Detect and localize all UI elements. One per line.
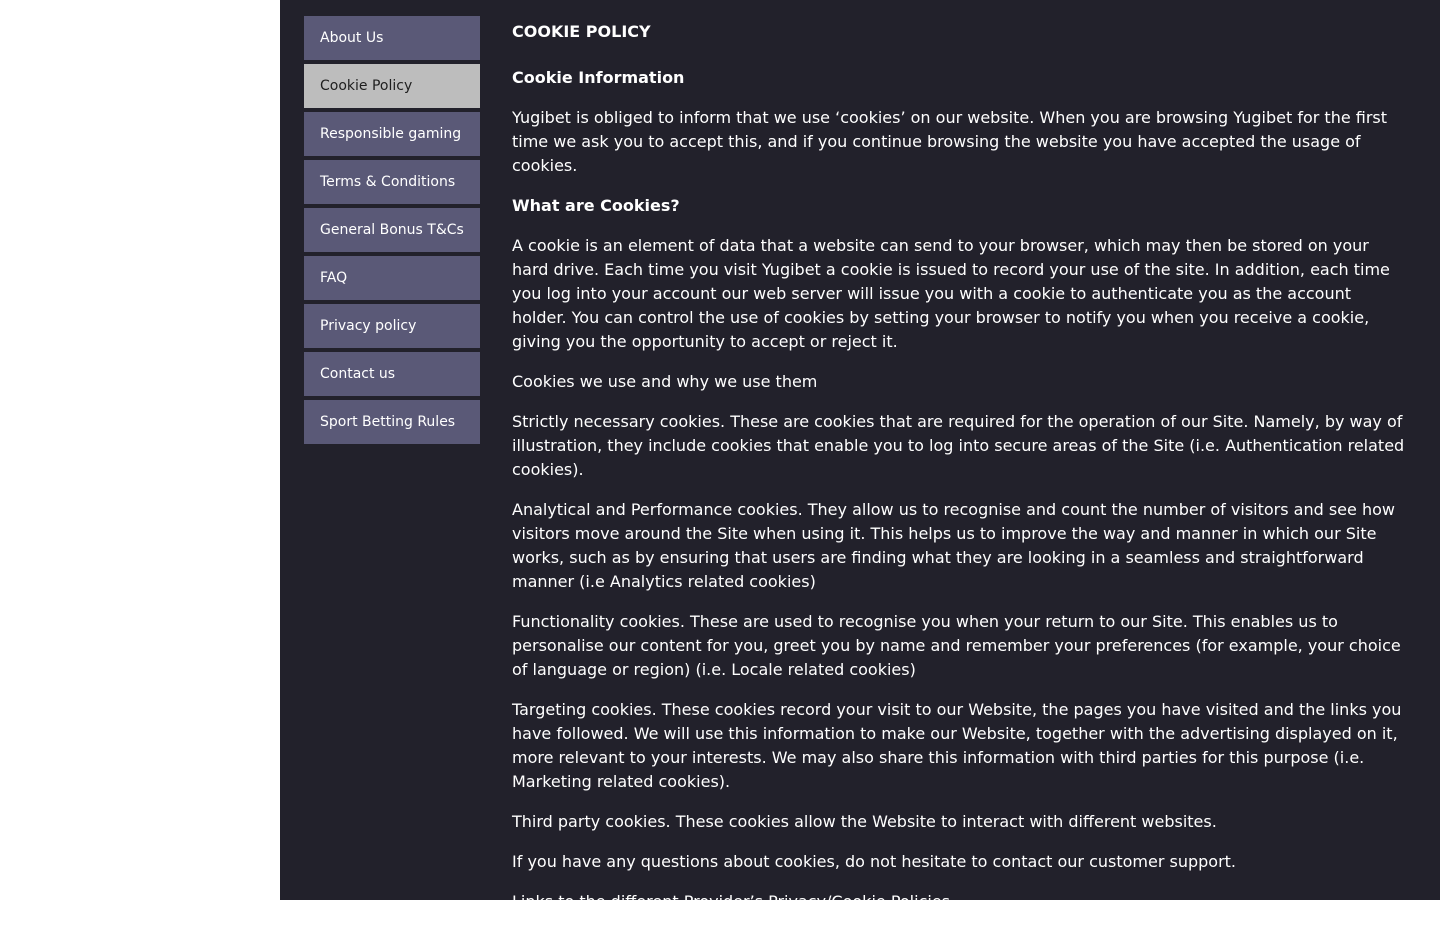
nav-item-privacy-policy[interactable] <box>304 304 480 348</box>
nav-item-contact-us[interactable] <box>304 352 480 396</box>
article-content <box>512 20 1408 930</box>
paragraph-functionality: Functionality cookies. These are used to recognise you when your return to our Site. This enables us to personalise our content for you, greet you by name and remember your preferences (for example, your choice of language or region) (i.e. Locale related cookies) <box>512 612 1401 679</box>
nav-item-label: About Us <box>320 30 384 46</box>
main-panel <box>280 0 1440 911</box>
nav-item-label: Privacy policy <box>320 318 417 334</box>
paragraph-questions: If you have any questions about cookies, do not hesitate to contact our customer support. <box>512 852 1237 871</box>
paragraph-third-party: Third party cookies. These cookies allow the Website to interact with different websites. <box>512 812 1217 831</box>
nav-item-general-bonus[interactable] <box>304 208 480 252</box>
nav-item-label: Cookie Policy <box>320 78 413 94</box>
left-blank-area <box>0 0 280 900</box>
side-nav <box>304 16 480 448</box>
nav-item-label: Sport Betting Rules <box>320 414 456 430</box>
paragraph-targeting: Targeting cookies. These cookies record your visit to our Website, the pages you have visited and the links you have followed. We will use this information to make our Website, together with the advertising displayed on it, more relevant to your interests. We may also share this information with third parties for this purpose (i.e. Marketing related cookies). <box>512 700 1402 791</box>
nav-item-about-us[interactable] <box>304 16 480 60</box>
paragraph-cookie-information: Yugibet is obliged to inform that we use ‘cookies’ on our website. When you are browsing Yugibet for the first time we ask you to accept this, and if you continue browsing the website you have accepted the usage of cookies. <box>512 108 1388 175</box>
nav-item-label: Responsible gaming <box>320 126 462 142</box>
page-title: COOKIE POLICY <box>512 22 651 41</box>
nav-item-responsible-gaming[interactable] <box>304 112 480 156</box>
paragraph-what-are-cookies: A cookie is an element of data that a website can send to your browser, which may then be stored on your hard drive. Each time you visit Yugibet a cookie is issued to record your use of the site. In addition, each time you log into your account our web server will issue you with a cookie to authenticate you as the account holder. You can control the use of cookies by setting your browser to notify you when you receive a cookie, giving you the opportunity to accept or reject it. <box>512 236 1390 351</box>
nav-item-cookie-policy[interactable] <box>304 64 480 108</box>
paragraph-cookies-we-use: Cookies we use and why we use them <box>512 372 818 391</box>
nav-item-terms-conditions[interactable] <box>304 160 480 204</box>
section-heading-what-are-cookies: What are Cookies? <box>512 196 680 215</box>
paragraph-strictly-necessary: Strictly necessary cookies. These are cookies that are required for the operation of our Site. Namely, by way of illustration, they include cookies that enable you to log into secure areas of the Site (i.e. Authentication related cookies). <box>512 412 1405 479</box>
nav-item-faq[interactable] <box>304 256 480 300</box>
nav-item-label: FAQ <box>320 270 348 286</box>
nav-item-label: Terms & Conditions <box>320 174 456 190</box>
nav-item-label: Contact us <box>320 366 396 382</box>
section-heading-cookie-information: Cookie Information <box>512 68 685 87</box>
nav-item-label: General Bonus T&Cs <box>320 222 464 238</box>
paragraph-provider-links: Links to the different Provider’s Privacy/Cookie Policies <box>512 892 950 911</box>
nav-item-sport-betting-rules[interactable] <box>304 400 480 444</box>
paragraph-analytical: Analytical and Performance cookies. They allow us to recognise and count the number of visitors and see how visitors move around the Site when using it. This helps us to improve the way and manner in which our Site works, such as by ensuring that users are finding what they are looking in a seamless and straightforward manner (i.e Analytics related cookies) <box>512 500 1395 591</box>
